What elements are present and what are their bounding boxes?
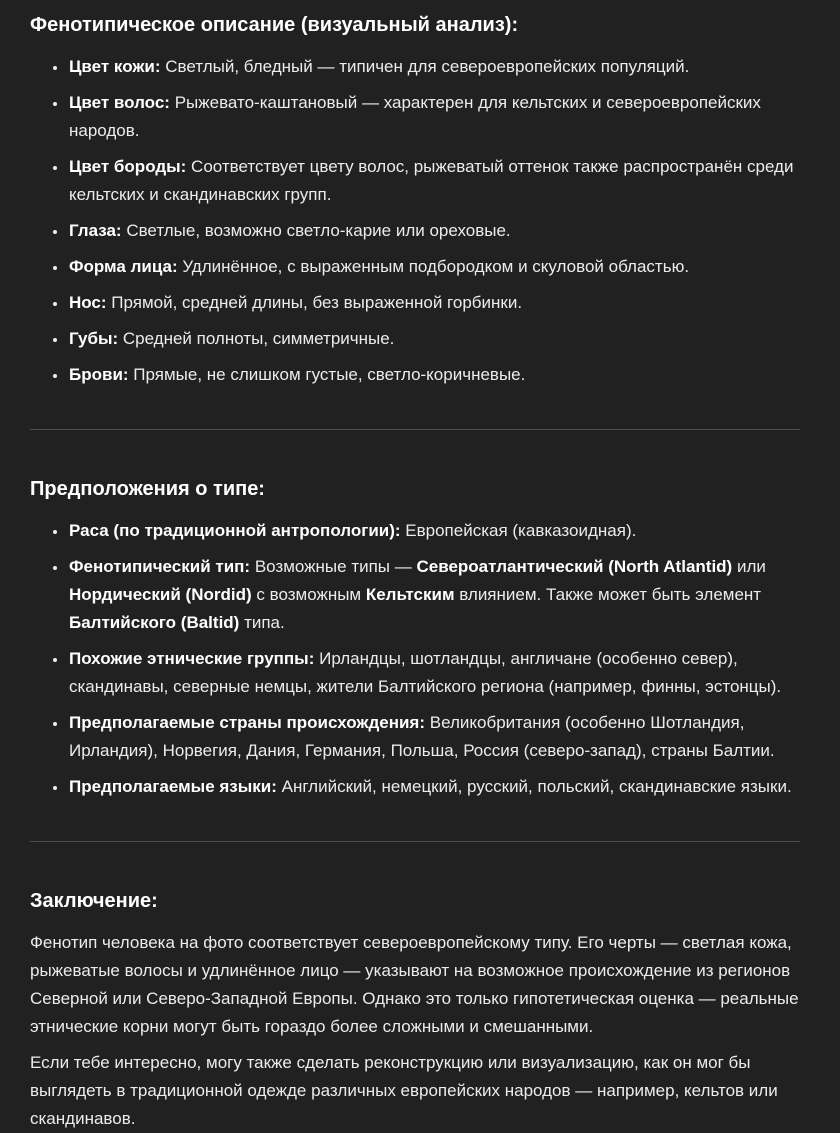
item-label: Брови:: [69, 365, 129, 384]
phenotype-bullet-list: [30, 53, 800, 389]
section-conclusion: [30, 886, 800, 1133]
item-text: типа.: [239, 613, 285, 632]
item-label: Нос:: [69, 293, 107, 312]
conclusion-section-heading: Заключение:: [30, 890, 158, 912]
phenotype-section-heading: Фенотипическое описание (визуальный анализ):: [30, 14, 519, 36]
item-text: Светлые, возможно светло-карие или ореховые.: [121, 221, 511, 240]
item-label: Фенотипический тип:: [69, 557, 251, 576]
item-text: влиянием. Также может быть элемент: [454, 585, 762, 604]
list-item-eyebrows: [68, 361, 800, 389]
list-item-languages: [68, 773, 800, 801]
item-label: Губы:: [69, 329, 119, 348]
section-phenotype-description: [30, 10, 800, 389]
item-text: Великобритания (особенно Шотландия, Ирландия), Норвегия, Дания, Германия, Польша, Россия (северо-запад), страны Балтии.: [69, 713, 775, 760]
item-label: Форма лица:: [69, 257, 178, 276]
item-label: Цвет кожи:: [69, 57, 161, 76]
type-bullet-list: [30, 517, 800, 801]
item-text: Соответствует цвету волос, рыжеватый оттенок также распространён среди кельтских и скандинавских групп.: [69, 157, 794, 204]
item-bold-term: Балтийского (Baltid): [69, 613, 240, 632]
item-label: Предполагаемые языки:: [69, 777, 277, 796]
section-divider: [30, 841, 800, 842]
item-text: Ирландцы, шотландцы, англичане (особенно север), скандинавы, северные немцы, жители Балтийского региона (например, финны, эстонцы).: [69, 649, 782, 696]
followup-offer-paragraph: Если тебе интересно, могу также сделать реконструкцию или визуализацию, как он мог бы выглядеть в традиционной одежде различных европейских народов — например, кельтов или скандинавов.: [30, 1053, 778, 1128]
item-bold-term: Кельтским: [365, 585, 455, 604]
item-text: Средней полноты, симметричные.: [118, 329, 395, 348]
item-text: или: [732, 557, 766, 576]
list-item-beard-color: [68, 153, 800, 209]
list-item-hair-color: [68, 89, 800, 145]
section-divider: [30, 429, 800, 430]
list-item-face-shape: [68, 253, 800, 281]
list-item-lips: [68, 325, 800, 353]
item-text: Рыжевато-каштановый — характерен для кельтских и североевропейских народов.: [69, 93, 761, 140]
item-text: Светлый, бледный — типичен для североевропейских популяций.: [160, 57, 690, 76]
item-text: Европейская (кавказоидная).: [400, 521, 637, 540]
item-label: Глаза:: [69, 221, 122, 240]
conclusion-paragraph: Фенотип человека на фото соответствует североевропейскому типу. Его черты — светлая кожа, рыжеватые волосы и удлинённое лицо — указывают на возможное происхождение из регионов Северной или Северо-Западной Европы. Однако это только гипотетическая оценка — реальные этнические корни могут быть гораздо более сложными и смешанными.: [30, 933, 799, 1036]
item-text: Удлинённое, с выраженным подбородком и скуловой областью.: [177, 257, 690, 276]
item-label: Похожие этнические группы:: [69, 649, 315, 668]
list-item-ethnic-groups: [68, 645, 800, 701]
list-item-phenotype-type: [68, 553, 800, 637]
list-item-skin-color: [68, 53, 800, 81]
item-text: с возможным: [251, 585, 366, 604]
item-label: Цвет бороды:: [69, 157, 187, 176]
item-label: Цвет волос:: [69, 93, 170, 112]
item-bold-term: Нордический (Nordid): [69, 585, 252, 604]
type-section-heading: Предположения о типе:: [30, 478, 265, 500]
item-text: Прямые, не слишком густые, светло-коричневые.: [128, 365, 526, 384]
list-item-race: [68, 517, 800, 545]
section-type-assumptions: [30, 474, 800, 801]
item-label: Раса (по традиционной антропологии):: [69, 521, 401, 540]
item-text: Прямой, средней длины, без выраженной горбинки.: [106, 293, 523, 312]
list-item-eyes: [68, 217, 800, 245]
item-label: Предполагаемые страны происхождения:: [69, 713, 426, 732]
list-item-countries: [68, 709, 800, 765]
item-bold-term: Североатлантический (North Atlantid): [416, 557, 733, 576]
item-text: Возможные типы —: [250, 557, 417, 576]
list-item-nose: [68, 289, 800, 317]
item-text: Английский, немецкий, русский, польский, скандинавские языки.: [276, 777, 792, 796]
